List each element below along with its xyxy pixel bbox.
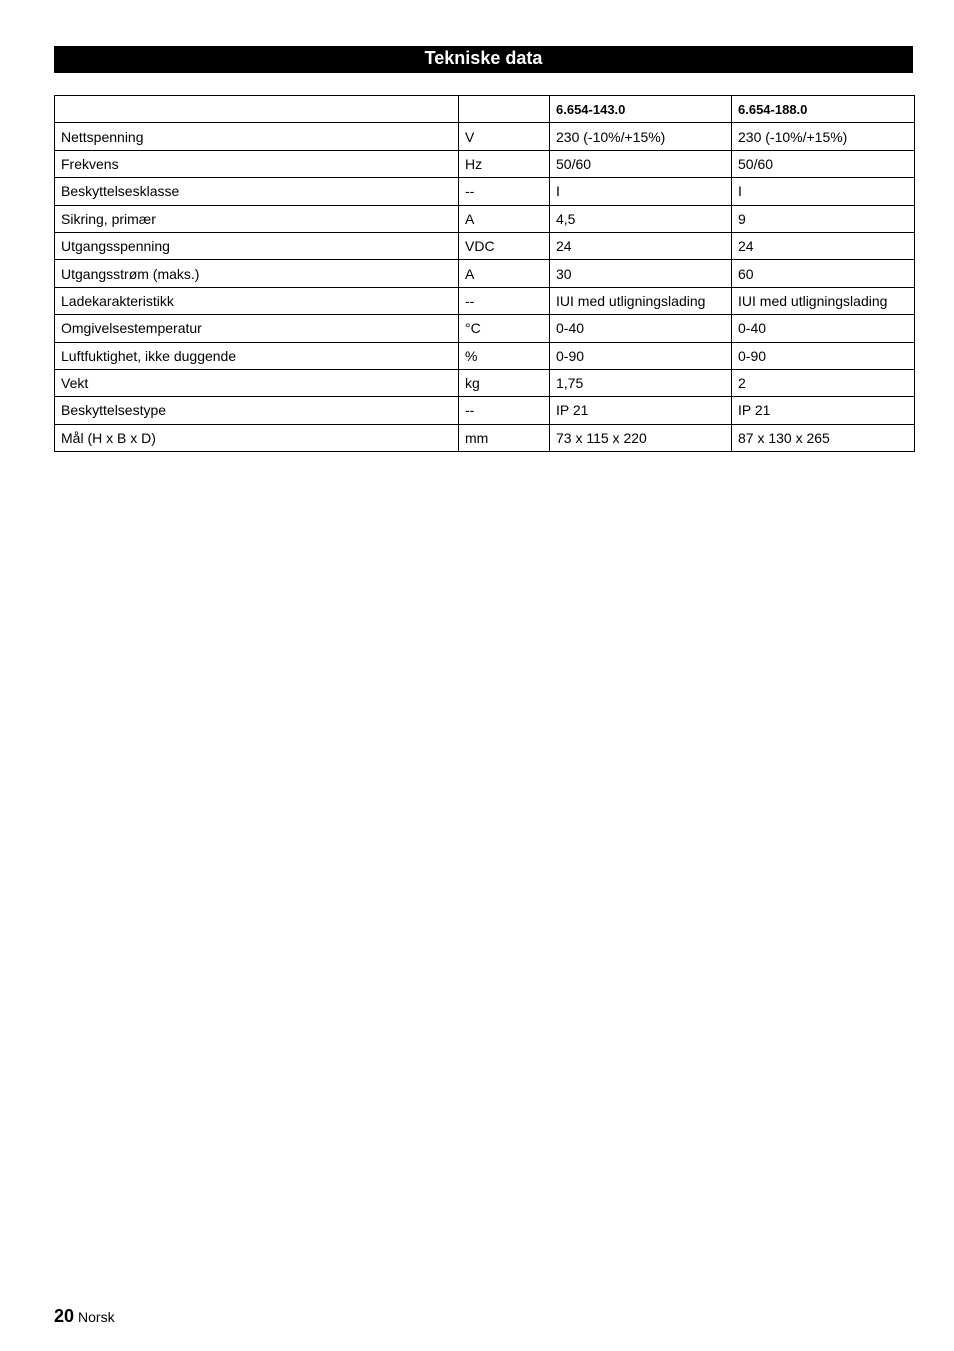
- parameter-cell: Nettspenning: [55, 123, 459, 150]
- page-number: 20: [54, 1306, 75, 1326]
- table-row: [55, 369, 915, 396]
- table-row: [55, 123, 915, 150]
- value-cell-model-2: IUI med utligningslading: [732, 287, 915, 314]
- parameter-cell: Beskyttelsestype: [55, 397, 459, 424]
- parameter-cell: Mål (H x B x D): [55, 424, 459, 451]
- header-cell-unit: [459, 96, 550, 123]
- value-cell-model-1: 0-90: [550, 342, 732, 369]
- value-cell-model-2: 2: [732, 369, 915, 396]
- value-cell-model-1: 30: [550, 260, 732, 287]
- value-cell-model-1: IUI med utligningslading: [550, 287, 732, 314]
- value-cell-model-2: 60: [732, 260, 915, 287]
- value-cell-model-2: 0-90: [732, 342, 915, 369]
- value-cell-model-1: 73 x 115 x 220: [550, 424, 732, 451]
- value-cell-model-1: 230 (-10%/+15%): [550, 123, 732, 150]
- value-cell-model-2: 87 x 130 x 265: [732, 424, 915, 451]
- table-row: [55, 342, 915, 369]
- unit-cell: V: [459, 123, 550, 150]
- value-cell-model-1: IP 21: [550, 397, 732, 424]
- parameter-cell: Utgangsspenning: [55, 232, 459, 259]
- parameter-cell: Ladekarakteristikk: [55, 287, 459, 314]
- unit-cell: --: [459, 287, 550, 314]
- parameter-cell: Sikring, primær: [55, 205, 459, 232]
- table-row: [55, 424, 915, 451]
- section-title: Tekniske data: [54, 46, 913, 73]
- value-cell-model-2: 0-40: [732, 315, 915, 342]
- value-cell-model-2: 50/60: [732, 150, 915, 177]
- header-cell-model-1: 6.654-143.0: [550, 96, 732, 123]
- unit-cell: Hz: [459, 150, 550, 177]
- page-footer: [54, 1306, 115, 1327]
- value-cell-model-2: 230 (-10%/+15%): [732, 123, 915, 150]
- header-cell-parameter: [55, 96, 459, 123]
- header-cell-model-2: 6.654-188.0: [732, 96, 915, 123]
- value-cell-model-2: I: [732, 178, 915, 205]
- parameter-cell: Frekvens: [55, 150, 459, 177]
- table-row: [55, 150, 915, 177]
- unit-cell: %: [459, 342, 550, 369]
- footer-language: Norsk: [78, 1309, 115, 1325]
- value-cell-model-1: 4,5: [550, 205, 732, 232]
- unit-cell: kg: [459, 369, 550, 396]
- value-cell-model-2: IP 21: [732, 397, 915, 424]
- table-row: [55, 178, 915, 205]
- value-cell-model-2: 9: [732, 205, 915, 232]
- table-header-row: [55, 96, 915, 123]
- value-cell-model-1: 50/60: [550, 150, 732, 177]
- parameter-cell: Luftfuktighet, ikke duggende: [55, 342, 459, 369]
- table-row: [55, 315, 915, 342]
- parameter-cell: Beskyttelsesklasse: [55, 178, 459, 205]
- table-row: [55, 287, 915, 314]
- unit-cell: --: [459, 397, 550, 424]
- value-cell-model-1: 24: [550, 232, 732, 259]
- unit-cell: --: [459, 178, 550, 205]
- parameter-cell: Utgangsstrøm (maks.): [55, 260, 459, 287]
- unit-cell: °C: [459, 315, 550, 342]
- table-row: [55, 260, 915, 287]
- unit-cell: A: [459, 260, 550, 287]
- value-cell-model-1: 0-40: [550, 315, 732, 342]
- parameter-cell: Omgivelsestemperatur: [55, 315, 459, 342]
- table-row: [55, 232, 915, 259]
- unit-cell: mm: [459, 424, 550, 451]
- value-cell-model-1: 1,75: [550, 369, 732, 396]
- parameter-cell: Vekt: [55, 369, 459, 396]
- table-row: [55, 397, 915, 424]
- unit-cell: A: [459, 205, 550, 232]
- value-cell-model-1: I: [550, 178, 732, 205]
- unit-cell: VDC: [459, 232, 550, 259]
- table-row: [55, 205, 915, 232]
- technical-data-table: [54, 95, 915, 452]
- value-cell-model-2: 24: [732, 232, 915, 259]
